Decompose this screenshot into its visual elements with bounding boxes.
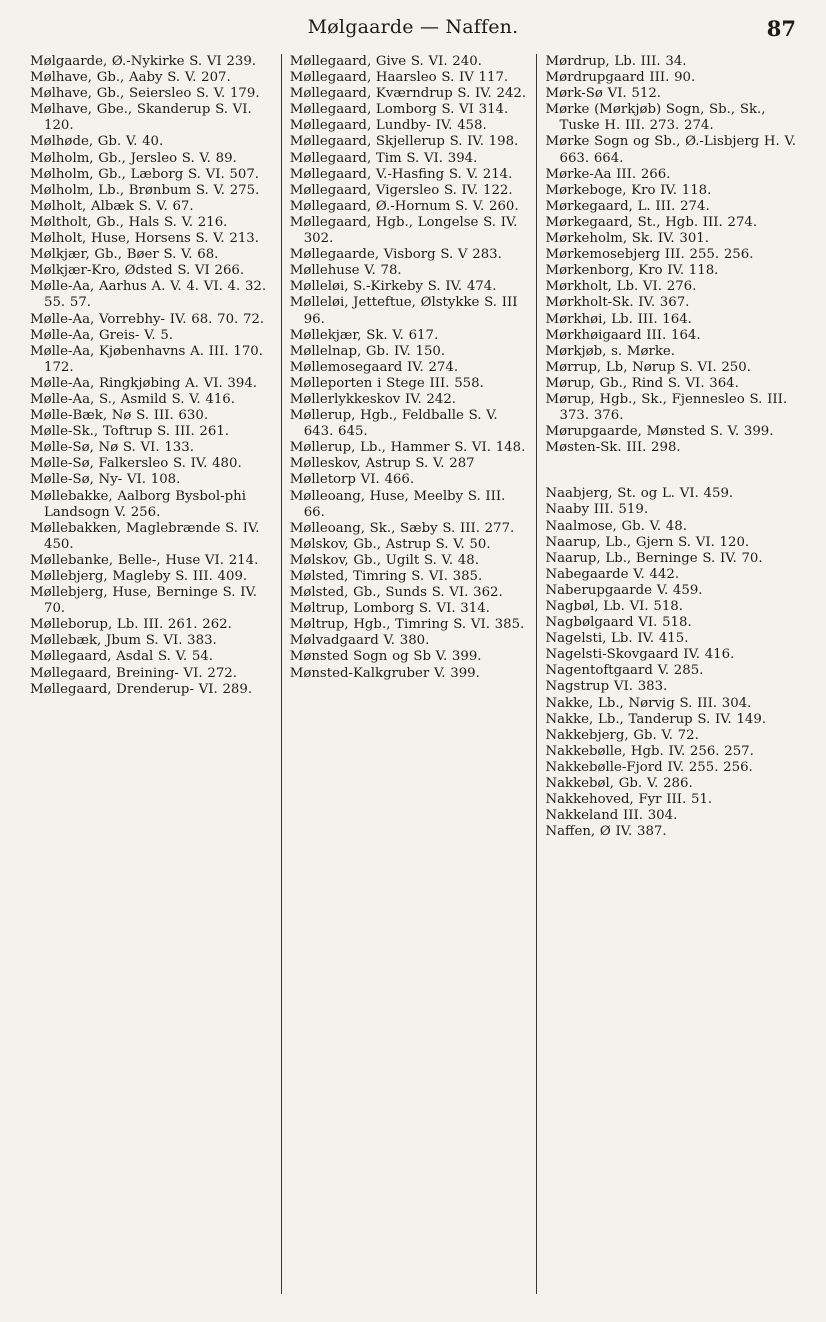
index-entry: Mølleoang, Sk., Sæby S. III. 277. [289,520,515,536]
index-entry: Mørkjøb, s. Mørke. [545,343,676,359]
index-entry: Møllegaard, Vigersleo S. IV. 122. [289,182,513,198]
index-entry: Møllerup, Hgb., Feldballe S. V. 643. 645. [289,408,498,440]
column-divider [281,54,282,1294]
index-entry: Møllegaard, Kværndrup S. IV. 242. [289,86,527,102]
index-entry: Naabjerg, St. og L. VI. 459. [545,486,734,502]
index-entry: Nagstrup VI. 383. [545,679,668,695]
index-column-3 [539,54,802,1294]
index-entry: Mørk-Sø VI. 512. [545,86,662,102]
column-divider [536,54,537,1294]
index-entry: Nakke, Lb., Nørvig S. III. 304. [545,695,752,711]
index-entry: Nakkehoved, Fyr III. 51. [545,792,713,808]
index-entry: Møsten-Sk. III. 298. [545,440,681,456]
index-entry: Nagbølgaard VI. 518. [545,615,692,631]
index-entry: Møllemosegaard IV. 274. [289,359,459,375]
index-entry: Møllegaard, Drenderup- VI. 289. [30,681,253,697]
index-entry: Mølskov, Gb., Astrup S. V. 50. [289,536,491,552]
index-entry: Møltholt, Gb., Hals S. V. 216. [30,214,228,230]
index-entry: Nagelsti-Skovgaard IV. 416. [545,647,735,663]
index-entry: Nakkebøl, Gb. V. 286. [545,776,693,792]
index-entry: Mølle-Sø, Nø S. VI. 133. [30,440,194,456]
index-entry: Mølleporten i Stege III. 558. [289,375,484,391]
index-entry: Mørke (Mørkjøb) Sogn, Sb., Sk., Tuske H. III. 273. 274. [545,102,766,134]
index-entry: Mørrup, Lb, Nørup S. VI. 250. [545,359,751,375]
index-entry: Mølhave, Gb., Aaby S. V. 207. [30,70,231,86]
index-entry: Mørkegaard, L. III. 274. [545,198,710,214]
index-entry: Møllegaard, Haarsleo S. IV 117. [289,70,509,86]
index-entry: Mølholm, Lb., Brønbum S. V. 275. [30,182,260,198]
index-entry: Mønsted-Kalkgruber V. 399. [289,665,480,681]
index-entry: Møllegaard, Skjellerup S. IV. 198. [289,134,519,150]
index-entry: Mølsted, Gb., Sunds S. VI. 362. [289,585,503,601]
index-entry: Mølvadgaard V. 380. [289,633,430,649]
index-entry: Mølhøde, Gb. V. 40. [30,134,164,150]
index-entry: Mørke-Aa III. 266. [545,166,671,182]
index-entry: Mørup, Hgb., Sk., Fjennesleo S. III. 373. 376. [545,391,788,424]
index-entry: Mølgaarde, Ø.-Nykirke S. VI 239. [30,54,257,69]
index-entry: Mørkenborg, Kro IV. 118. [545,263,719,279]
index-entry: Mølle-Sk., Toftrup S. III. 261. [30,424,230,440]
index-entry: Mølholm, Gb., Jersleo S. V. 89. [30,150,237,166]
index-entry: Møllebjerg, Huse, Berninge S. IV. 70. [30,585,257,617]
index-entry: Naalmose, Gb. V. 48. [545,518,687,534]
index-entry: Møllegaard, Asdal S. V. 54. [30,649,213,665]
index-entry: Naaby III. 519. [545,502,649,518]
page-header [30,16,796,40]
index-entry: Mørke Sogn og Sb., Ø.-Lisbjerg H. V. 663. 664. [545,134,796,166]
index-entry: Mølle-Sø, Falkersleo S. IV. 480. [30,456,242,472]
index-entry: Mølle-Aa, S., Asmild S. V. 416. [30,391,235,407]
index-entry: Mølkjær-Kro, Ødsted S. VI 266. [30,263,245,279]
index-entry: Mølkjær, Gb., Bøer S. V. 68. [30,247,219,263]
index-entry: Møltrup, Hgb., Timring S. VI. 385. [289,617,525,633]
index-entry: Mølleoang, Huse, Meelby S. III. 66. [289,488,506,520]
index-entry: Mølleborup, Lb. III. 261. 262. [30,617,232,633]
index-entry: Mølholt, Huse, Horsens S. V. 213. [30,231,259,247]
index-entry: Møllekjær, Sk. V. 617. [289,327,439,343]
index-entry: Møllebakken, Maglebrænde S. IV. 450. [30,520,260,552]
index-entry: Møllebjerg, Magleby S. III. 409. [30,569,248,584]
index-entry: Mørkholt, Lb. VI. 276. [545,279,697,295]
index-entry: Møllebæk, Jbum S. VI. 383. [30,633,217,649]
index-entry: Møllegaard, Lundby- IV. 458. [289,118,487,134]
index-column-2 [284,54,535,1294]
index-entry: Mønsted Sogn og Sb V. 399. [289,649,482,665]
index-columns [30,54,802,1294]
index-entry: Mølleløi, Jetteftue, Ølstykke S. III 96. [289,295,518,327]
index-entry: Mølleløi, S.-Kirkeby S. IV. 474. [289,279,497,295]
section-gap [545,456,802,486]
index-entry: Mølhave, Gb., Seiersleo S. V. 179. [30,86,260,102]
index-entry: Nabegaarde V. 442. [545,566,680,582]
index-entry: Mørkeholm, Sk. IV. 301. [545,231,709,247]
index-entry: Møllegaard, V.-Hasfing S. V. 214. [289,166,513,182]
index-entry: Mørkhøi, Lb. III. 164. [545,311,692,327]
index-entry: Mørup, Gb., Rind S. VI. 364. [545,375,739,391]
index-entry: Mølsted, Timring S. VI. 385. [289,569,483,584]
index-entry: Mølle-Sø, Ny- VI. 108. [30,472,181,488]
index-entry: Mølle-Aa, Greis- V. 5. [30,327,174,343]
index-entry: Naarup, Lb., Berninge S. IV. 70. [545,550,763,566]
index-section-m [545,54,802,456]
index-entry: Møllelnap, Gb. IV. 150. [289,343,446,359]
index-entry: Mølle-Aa, Kjøbenhavns A. III. 170. 172. [30,343,263,375]
index-entry: Mølleskov, Astrup S. V. 287 [289,456,475,472]
index-entry: Mølletorp VI. 466. [289,472,415,488]
index-entry: Møltrup, Lomborg S. VI. 314. [289,601,490,617]
index-entry: Møllegaard, Tim S. VI. 394. [289,150,478,166]
index-entry: Møllerup, Lb., Hammer S. VI. 148. [289,440,526,456]
page-number: 87 [766,16,796,41]
index-entry: Nakkebølle, Hgb. IV. 256. 257. [545,743,754,759]
index-entry: Møllegaard, Lomborg S. VI 314. [289,102,509,118]
index-entry: Mørkegaard, St., Hgb. III. 274. [545,214,758,230]
index-entry: Naffen, Ø IV. 387. [545,824,667,840]
index-entry: Nakkebjerg, Gb. V. 72. [545,727,699,743]
index-entry: Møllehuse V. 78. [289,263,402,279]
index-entry: Møllegaard, Breining- VI. 272. [30,665,237,681]
index-entry: Møllegaard, Ø.-Hornum S. V. 260. [289,198,519,214]
index-entry: Møllegaard, Hgb., Longelse S. IV. 302. [289,214,518,247]
index-entry: Møllebanke, Belle-, Huse VI. 214. [30,552,259,568]
index-entry: Mølle-Aa, Vorrebhy- IV. 68. 70. 72. [30,311,265,327]
index-entry: Mørkhøigaard III. 164. [545,327,701,343]
index-entry: Mørkeboge, Kro IV. 118. [545,182,712,198]
index-entry: Nagbøl, Lb. VI. 518. [545,599,683,614]
index-entry: Nagentoftgaard V. 285. [545,663,704,679]
index-entry: Naberupgaarde V. 459. [545,582,703,598]
index-entry: Møllerlykkeskov IV. 242. [289,391,457,407]
index-section-n [545,486,802,840]
index-entry: Mørkholt-Sk. IV. 367. [545,295,690,311]
index-entry: Møllebakke, Aalborg Bysbol-phi Landsogn V. 256. [30,488,246,520]
index-entry: Møllegaarde, Visborg S. V 283. [289,247,502,263]
index-column-1 [30,54,279,1294]
running-head: Mølgaarde — Naffen. [307,16,519,38]
index-entry: Mølle-Aa, Ringkjøbing A. VI. 394. [30,375,258,391]
index-entry: Naarup, Lb., Gjern S. VI. 120. [545,534,750,550]
index-entry: Nakke, Lb., Tanderup S. IV. 149. [545,711,767,727]
index-entry: Nagelsti, Lb. IV. 415. [545,631,689,647]
index-entry: Mørkemosebjerg III. 255. 256. [545,247,754,263]
index-entry: Mørdrupgaard III. 90. [545,70,696,86]
index-entry: Mølholm, Gb., Læborg S. VI. 507. [30,166,260,182]
index-entry: Nakkebølle-Fjord IV. 255. 256. [545,759,753,775]
index-entry: Mørdrup, Lb. III. 34. [545,54,687,69]
index-entry: Mølholt, Albæk S. V. 67. [30,198,194,214]
index-entry: Møllegaard, Give S. VI. 240. [289,54,482,69]
index-entry: Mølhave, Gbe., Skanderup S. VI. 120. [30,102,252,134]
index-entry: Mølskov, Gb., Ugilt S. V. 48. [289,552,479,568]
index-entry: Mølle-Bæk, Nø S. III. 630. [30,408,209,424]
index-entry: Mørupgaarde, Mønsted S. V. 399. [545,424,774,440]
index-entry: Nakkeland III. 304. [545,808,678,824]
index-entry: Mølle-Aa, Aarhus A. V. 4. VI. 4. 32. 55. 57. [30,279,267,311]
